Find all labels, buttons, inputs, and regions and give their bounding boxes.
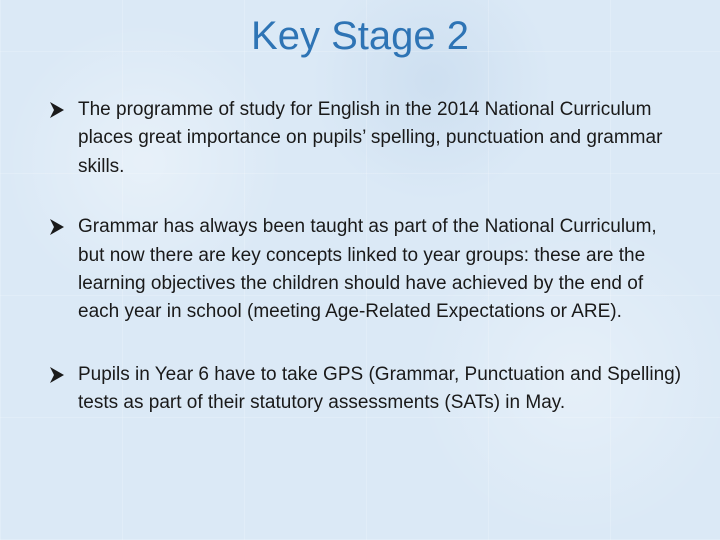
bullet-text: Grammar has always been taught as part of the National Curriculum, but now there are key concepts linked to year groups: these are the learning objectives the children should have achieved by the end of each year in school (meeting Age-Related Expectations or ARE). <box>78 216 657 323</box>
bullet-item <box>48 213 688 327</box>
arrowhead-bullet-icon <box>48 218 66 236</box>
bullet-text: Pupils in Year 6 have to take GPS (Grammar, Punctuation and Spelling) tests as part of their statutory assessments (SATs) in May. <box>78 363 682 414</box>
slide-title: Key Stage 2 <box>251 14 469 58</box>
bullet-item <box>48 361 688 418</box>
arrowhead-bullet-icon <box>48 101 66 119</box>
bullet-list <box>48 96 688 418</box>
bullet-text: The programme of study for English in the 2014 National Curriculum places great importance on pupils’ spelling, punctuation and grammar skills. <box>78 99 663 177</box>
arrowhead-bullet-icon <box>48 366 66 384</box>
bullet-item <box>48 96 688 181</box>
